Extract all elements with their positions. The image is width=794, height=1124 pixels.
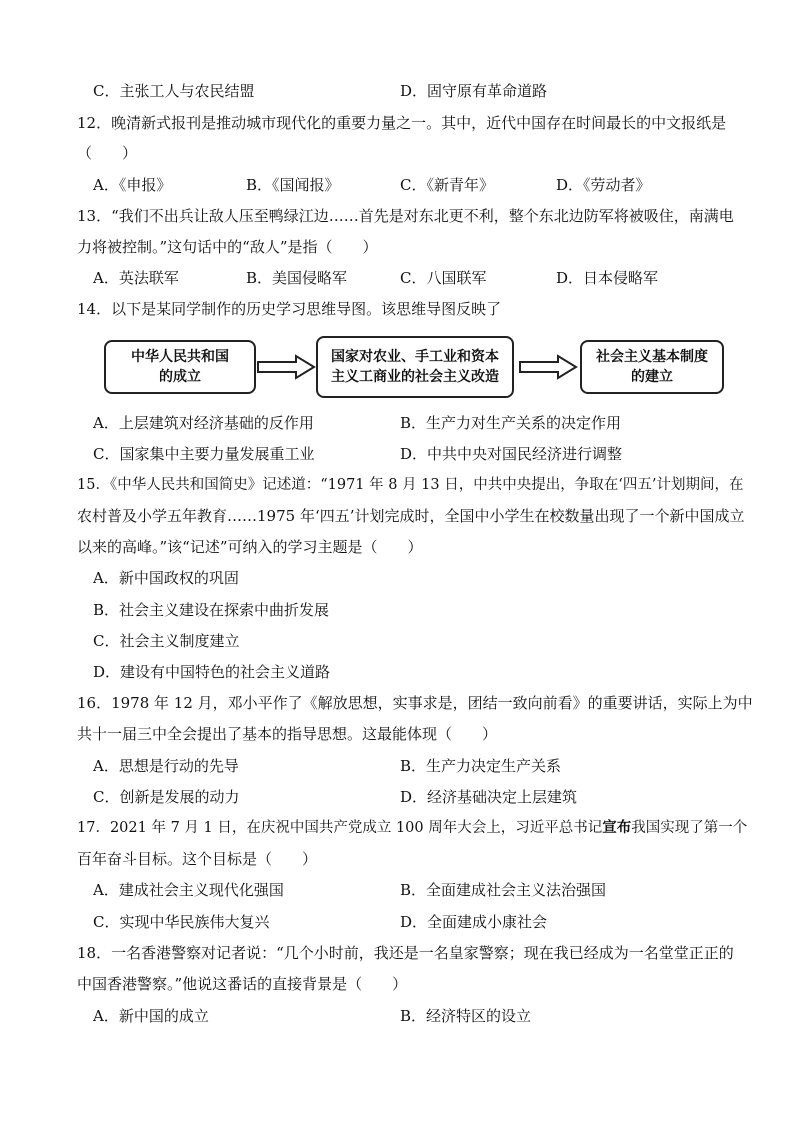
q12-option-a: A．《申报》 xyxy=(93,176,172,194)
q11-option-c: C．主张工人与农民结盟 xyxy=(93,82,255,100)
q12-stem-line1: 12．晚清新式报刊是推动城市现代化的重要力量之一。其中，近代中国存在时间最长的中文报纸是 xyxy=(77,114,727,132)
q16-stem-line1: 16．1978 年 12 月，邓小平作了《解放思想，实事求是，团结一致向前看》的重要讲话，实际上为中 xyxy=(77,694,753,712)
q14-option-d: D．中共中央对国民经济进行调整 xyxy=(400,445,623,463)
q13-stem-line2: 力将被控制。”这句话中的“敌人”是指（ ） xyxy=(77,238,378,256)
q16-option-a: A．思想是行动的先导 xyxy=(93,757,239,775)
q13-option-b: B．美国侵略军 xyxy=(246,269,348,287)
q17-stem-line1 xyxy=(77,818,747,838)
q18-option-b: B．经济特区的设立 xyxy=(400,1007,532,1025)
q14-option-a: A．上层建筑对经济基础的反作用 xyxy=(93,414,314,432)
q16-option-b: B．生产力决定生产关系 xyxy=(400,757,562,775)
q15-stem-line1: 15．《中华人民共和国简史》记述道：“1971 年 8 月 13 日，中共中央提出，争取在‘四五’计划期间，在 xyxy=(77,477,744,493)
mind-map-box-founding xyxy=(104,340,256,394)
q15-stem-line2: 农村普及小学五年教育……1975 年‘四五’计划完成时，全国中小学生在校数量出现了一个新中国成立 xyxy=(77,507,745,525)
mind-map-box-system xyxy=(580,340,724,394)
q16-stem-line2: 共十一届三中全会提出了基本的指导思想。这最能体现（ ） xyxy=(77,725,498,743)
q18-option-a: A．新中国的成立 xyxy=(93,1007,209,1025)
q17-stem-line1-part1: 17．2021 年 7 月 1 日，在庆祝中国共产党成立 100 周年大会上，习近平总书记 xyxy=(77,820,603,836)
q17-stem-emphasis: 宣布 xyxy=(602,819,632,836)
q17-option-a: A．建成社会主义现代化强国 xyxy=(93,881,284,899)
q17-option-c: C．实现中华民族伟大复兴 xyxy=(93,913,270,931)
q14-option-c: C．国家集中主要力量发展重工业 xyxy=(93,445,315,463)
arrow-right-icon xyxy=(256,354,316,380)
q16-option-c: C．创新是发展的动力 xyxy=(93,788,240,806)
q12-option-c: C．《新青年》 xyxy=(400,176,494,194)
mind-map-box-founding-label: 中华人民共和国 的成立 xyxy=(131,349,229,385)
q12-stem-line2: （ ） xyxy=(77,144,138,162)
q11-option-d: D．固守原有革命道路 xyxy=(400,82,548,100)
q15-stem-line3: 以来的高峰。”该“记述”可纳入的学习主题是（ ） xyxy=(77,538,423,556)
q18-stem-line1: 18．一名香港警察对记者说：“几个小时前，我还是一名皇家警察；现在我已经成为一名堂堂正正的 xyxy=(77,944,734,962)
q13-stem-line1: 13．“我们不出兵让敌人压至鸭绿江边……首先是对东北更不利，整个东北边防军将被吸住，南满电 xyxy=(77,207,734,225)
q12-option-d: D．《劳动者》 xyxy=(556,176,651,194)
q17-option-d: D．全面建成小康社会 xyxy=(400,913,548,931)
q17-option-b: B．全面建成社会主义法治强国 xyxy=(400,881,607,899)
q12-option-b: B．《国闻报》 xyxy=(246,176,340,194)
q16-option-d: D．经济基础决定上层建筑 xyxy=(400,788,578,806)
q15-option-b: B．社会主义建设在探索中曲折发展 xyxy=(93,601,330,619)
q15-option-a: A．新中国政权的巩固 xyxy=(93,569,239,587)
mind-map-box-transformation xyxy=(316,336,514,398)
q13-option-c: C．八国联军 xyxy=(400,269,487,287)
arrow-right-icon xyxy=(518,354,578,380)
q13-option-a: A．英法联军 xyxy=(93,269,179,287)
q15-option-c: C．社会主义制度建立 xyxy=(93,632,240,650)
q15-option-d: D．建设有中国特色的社会主义道路 xyxy=(93,663,331,681)
q13-option-d: D．日本侵略军 xyxy=(556,269,659,287)
mind-map-box-system-label: 社会主义基本制度 的建立 xyxy=(596,349,708,385)
q14-stem: 14．以下是某同学制作的历史学习思维导图。该思维导图反映了 xyxy=(77,300,502,318)
q17-stem-line2: 百年奋斗目标。这个目标是（ ） xyxy=(77,850,318,868)
q18-stem-line2: 中国香港警察。”他说这番话的直接背景是（ ） xyxy=(77,975,408,993)
q14-option-b: B．生产力对生产关系的决定作用 xyxy=(400,414,622,432)
mind-map-diagram xyxy=(104,336,708,398)
q17-stem-line1-part2: 我国实现了第一个 xyxy=(631,820,748,836)
mind-map-box-transformation-label: 国家对农业、手工业和资本 主义工商业的社会主义改造 xyxy=(331,349,499,385)
